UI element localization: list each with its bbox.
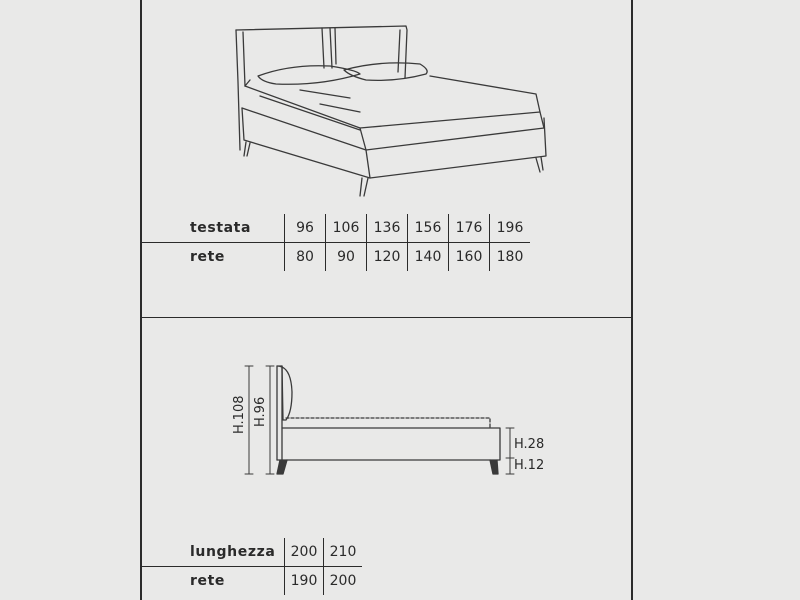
table-cell: 120 xyxy=(367,243,408,272)
table-cell: 136 xyxy=(367,214,408,243)
table-cell: 96 xyxy=(285,214,326,243)
table-cell: 80 xyxy=(285,243,326,272)
table-cell: 176 xyxy=(449,214,490,243)
table-cell: 200 xyxy=(324,567,363,596)
table-cell: 200 xyxy=(285,538,324,567)
table-cell: 140 xyxy=(408,243,449,272)
dimension-label-h28: H.28 xyxy=(514,437,545,452)
dimension-label-h96: H.96 xyxy=(253,396,268,427)
table-cell: 90 xyxy=(326,243,367,272)
row-label-lunghezza: lunghezza xyxy=(140,538,285,567)
table-cell: 180 xyxy=(490,243,531,272)
table-cell: 190 xyxy=(285,567,324,596)
table-cell: 160 xyxy=(449,243,490,272)
bottom-dimensions-table xyxy=(140,538,362,595)
table-row xyxy=(140,538,362,567)
table-cell: 196 xyxy=(490,214,531,243)
table-cell: 156 xyxy=(408,214,449,243)
row-label-rete: rete xyxy=(190,573,225,589)
row-label-rete: rete xyxy=(190,249,225,265)
dimension-label-h108: H.108 xyxy=(232,395,247,434)
table-row xyxy=(140,567,362,596)
table-cell: 210 xyxy=(324,538,363,567)
row-label-testata: testata xyxy=(140,214,285,243)
dimension-label-h12: H.12 xyxy=(514,458,545,473)
table-cell: 106 xyxy=(326,214,367,243)
